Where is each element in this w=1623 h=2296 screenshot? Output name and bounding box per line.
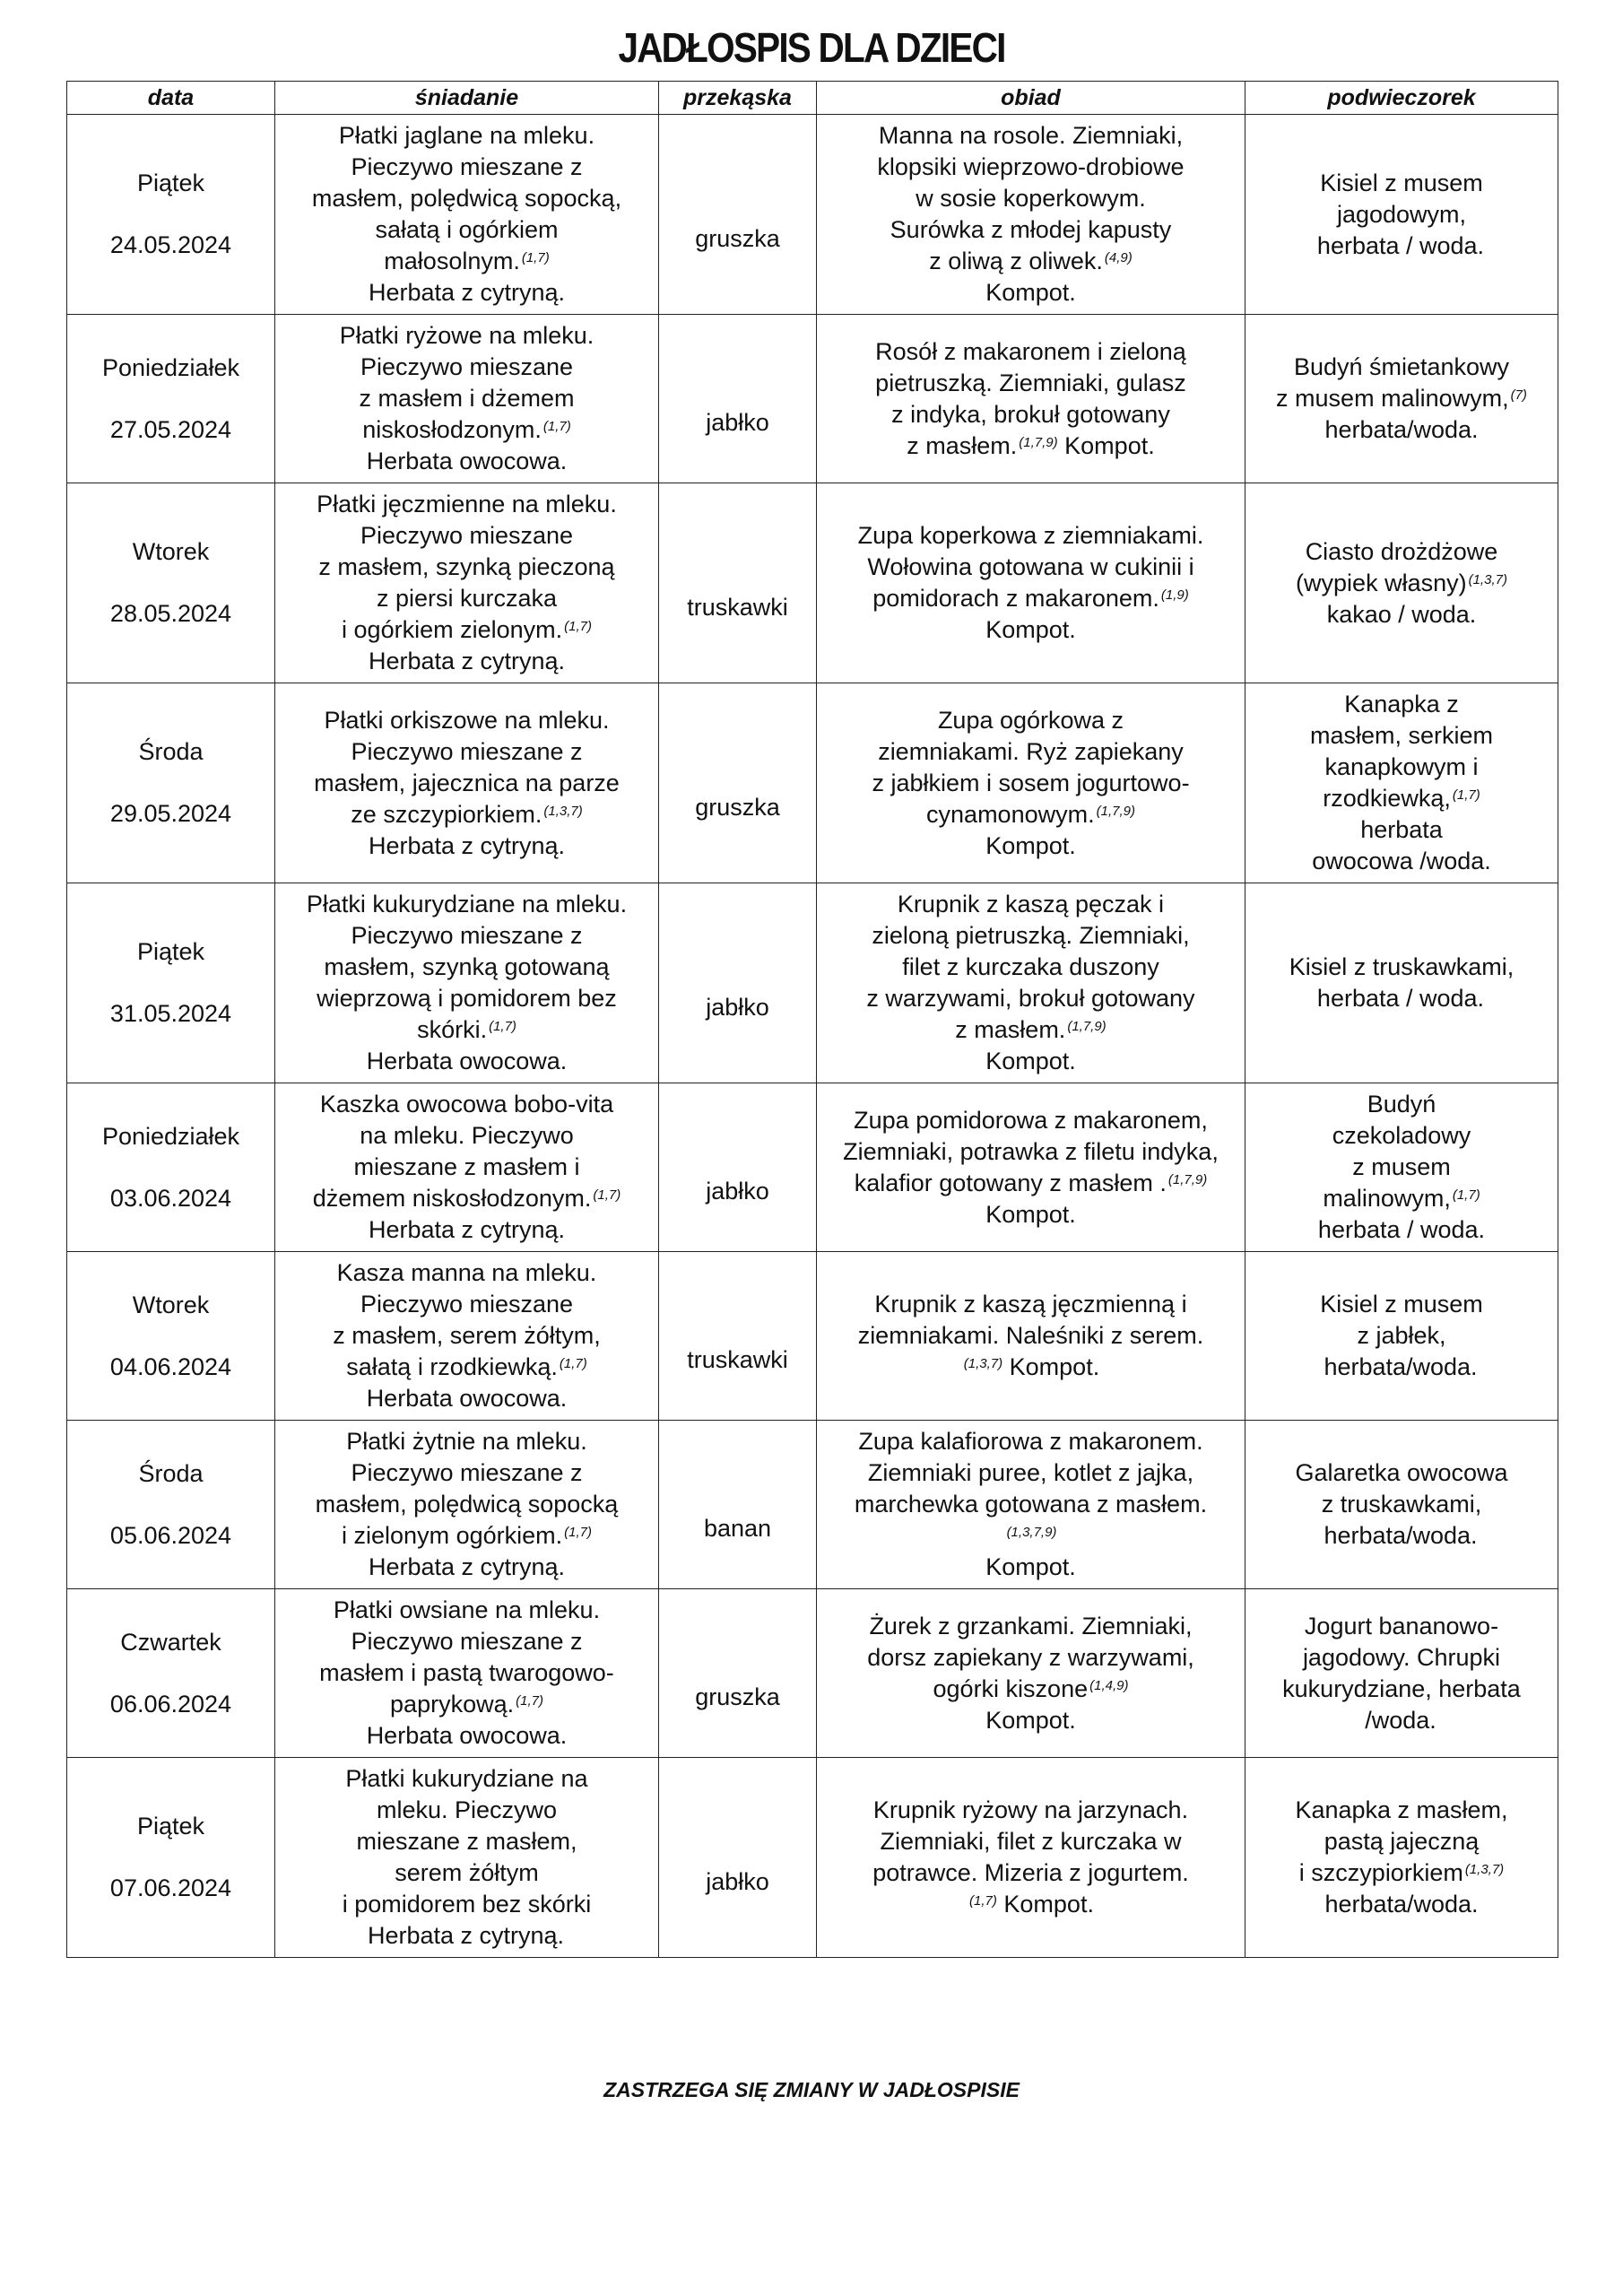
lunch-cell: [817, 683, 1245, 883]
menu-row: [67, 483, 1558, 683]
menu-table: [66, 81, 1558, 1958]
breakfast-cell-text: [284, 120, 649, 309]
allergen-marker: (1,9): [1160, 587, 1189, 603]
lunch-cell: [817, 1083, 1245, 1252]
afternoon-cell-text: [1254, 352, 1549, 446]
allergen-marker: (4,9): [1104, 250, 1133, 265]
allergen-marker: (1,7): [564, 1525, 592, 1540]
snack-cell: [659, 1589, 817, 1758]
lunch-cell-text: [826, 1289, 1236, 1383]
lunch-cell: [817, 483, 1245, 683]
lunch-cell: [817, 1421, 1245, 1589]
afternoon-cell-main: Kisiel z musem z jabłek, herbata/woda.: [1320, 1291, 1483, 1380]
allergen-marker: (1,7,9): [1167, 1171, 1208, 1187]
allergen-marker: (1,7,9): [1019, 434, 1058, 450]
breakfast-cell: [275, 1421, 659, 1589]
afternoon-cell-main: Budyń czekoladowy z musem malinowym,: [1323, 1091, 1471, 1212]
breakfast-cell-tail: Herbata z cytryną.: [368, 279, 566, 306]
allergen-marker: (1,3,7): [1464, 1862, 1505, 1877]
afternoon-cell-tail: herbata owocowa /woda.: [1312, 816, 1491, 874]
afternoon-cell-text: [1254, 1089, 1549, 1246]
breakfast-cell-tail: Herbata z cytryną.: [368, 1553, 566, 1580]
lunch-cell-text: [826, 705, 1236, 862]
snack-cell: [659, 1252, 817, 1421]
lunch-cell-tail: Kompot.: [1057, 431, 1155, 459]
afternoon-cell-main: Budyń śmietankowy z musem malinowym,: [1276, 353, 1510, 412]
lunch-cell: [817, 115, 1245, 315]
allergen-marker: (1,7,9): [1096, 803, 1135, 819]
breakfast-cell: [275, 1758, 659, 1958]
menu-row: [67, 1758, 1558, 1958]
afternoon-cell-main: Galaretka owocowa z truskawkami, herbata/woda.: [1295, 1459, 1508, 1549]
lunch-cell-text: [826, 1426, 1236, 1583]
afternoon-cell-text: [1254, 1795, 1549, 1920]
allergen-marker: (1,7,9): [1067, 1019, 1107, 1034]
breakfast-cell-text: [284, 1595, 649, 1752]
header-afternoon-snack: podwieczorek: [1245, 82, 1558, 115]
lunch-cell-main: Rosół z makaronem i zieloną pietruszką. Ziemniaki, gulasz z indyka, brokuł gotowany z masłem.: [875, 337, 1186, 459]
weekday: Wtorek: [132, 1291, 210, 1318]
date-value: 29.05.2024: [109, 800, 232, 827]
allergen-marker: (7): [1510, 387, 1527, 403]
allergen-marker: (1,3,7): [1468, 571, 1507, 587]
afternoon-cell-main: Kisiel z truskawkami, herbata / woda.: [1289, 953, 1515, 1012]
allergen-marker: (1,7): [516, 1693, 543, 1709]
afternoon-cell-tail: kakao / woda.: [1326, 600, 1477, 628]
lunch-cell-tail: Kompot.: [985, 1200, 1076, 1228]
lunch-cell-text: [826, 336, 1236, 462]
date-value: 03.06.2024: [109, 1184, 232, 1212]
afternoon-cell-tail: herbata/woda.: [1324, 416, 1479, 443]
lunch-cell-main: Krupnik ryżowy na jarzynach. Ziemniaki, filet z kurczaka w potrawce. Mizeria z jogurtem.: [872, 1796, 1189, 1886]
afternoon-cell-text: [1254, 689, 1549, 877]
breakfast-cell-main: Płatki ryżowe na mleku. Pieczywo mieszane z masłem i dżemem niskosłodzonym.: [339, 322, 595, 443]
lunch-cell-main: Zupa koperkowa z ziemniakami. Wołowina gotowana w cukinii i pomidorach z makaronem.: [857, 522, 1204, 612]
snack-cell: [659, 883, 817, 1083]
afternoon-cell-text: [1254, 1611, 1549, 1736]
afternoon-cell-main: Kanapka z masłem, serkiem kanapkowym i rzodkiewką,: [1309, 691, 1494, 812]
weekday: Środa: [138, 1459, 204, 1487]
header-lunch: obiad: [817, 82, 1245, 115]
date-value: 24.05.2024: [109, 231, 232, 258]
breakfast-cell: [275, 315, 659, 483]
lunch-cell: [817, 883, 1245, 1083]
weekday: Piątek: [136, 938, 205, 965]
menu-row: [67, 1252, 1558, 1421]
weekday: Wtorek: [132, 538, 210, 565]
lunch-cell: [817, 1252, 1245, 1421]
date-cell: [67, 883, 275, 1083]
allergen-marker: (1,7): [521, 250, 550, 265]
lunch-cell-text: [826, 889, 1236, 1077]
lunch-cell-main: Zupa kalafiorowa z makaronem. Ziemniaki puree, kotlet z jajka, marchewka gotowana z masłem.: [854, 1428, 1208, 1518]
snack-text: jabłko: [706, 993, 769, 1021]
snack-cell: [659, 1083, 817, 1252]
breakfast-cell-main: Płatki kukurydziane na mleku. Pieczywo mieszane z masłem, serem żółtym i pomidorem bez skórki Herbata z cytryną.: [342, 1765, 592, 1949]
weekday: Czwartek: [120, 1628, 221, 1656]
afternoon-cell-main: Ciasto drożdżowe (wypiek własny): [1296, 537, 1498, 596]
lunch-cell-tail: Kompot.: [985, 1706, 1076, 1734]
lunch-cell-text: [826, 520, 1236, 646]
snack-text: gruszka: [695, 793, 780, 821]
allergen-marker: (1,7): [969, 1893, 997, 1909]
allergen-marker: (1,7): [559, 1356, 587, 1371]
lunch-cell-text: [826, 1611, 1236, 1736]
breakfast-cell-text: [284, 320, 649, 477]
breakfast-cell-main: Płatki jaglane na mleku. Pieczywo mieszane z masłem, polędwicą sopocką, sałatą i ogórkiem małosolnym.: [311, 122, 622, 274]
afternoon-cell-main: Kanapka z masłem, pastą jajeczną i szczypiorkiem: [1295, 1796, 1508, 1886]
breakfast-cell-tail: Herbata owocowa.: [366, 1722, 568, 1749]
afternoon-cell-text: [1254, 952, 1549, 1014]
breakfast-cell-text: [284, 489, 649, 677]
afternoon-cell: [1245, 1083, 1558, 1252]
date-value: 07.06.2024: [109, 1874, 232, 1901]
snack-text: jabłko: [706, 1178, 769, 1205]
lunch-cell-main: Manna na rosole. Ziemniaki, klopsiki wieprzowo-drobiowe w sosie koperkowym. Surówka z młodej kapusty z oliwą z oliwek.: [877, 122, 1185, 274]
afternoon-cell: [1245, 115, 1558, 315]
lunch-cell-text: [826, 120, 1236, 309]
lunch-cell-main: Krupnik z kaszą jęczmienną i ziemniakami. Naleśniki z serem.: [857, 1291, 1204, 1349]
allergen-marker: (1,7): [1452, 787, 1480, 803]
lunch-cell-tail: Kompot.: [1002, 1353, 1100, 1380]
breakfast-cell-text: [284, 705, 649, 862]
snack-cell: [659, 683, 817, 883]
snack-text: gruszka: [695, 1683, 780, 1710]
afternoon-cell-text: [1254, 1457, 1549, 1552]
snack-text: truskawki: [687, 593, 788, 621]
afternoon-cell: [1245, 883, 1558, 1083]
afternoon-cell-tail: herbata / woda.: [1317, 1216, 1486, 1243]
breakfast-cell: [275, 483, 659, 683]
afternoon-cell: [1245, 1252, 1558, 1421]
lunch-cell-tail: Kompot.: [996, 1891, 1094, 1918]
allergen-marker: (1,7): [593, 1187, 621, 1203]
date-value: 04.06.2024: [109, 1352, 232, 1380]
breakfast-cell-main: Płatki kukurydziane na mleku. Pieczywo mieszane z masłem, szynką gotowaną wieprzową i pomidorem bez skórki.: [306, 891, 628, 1043]
allergen-marker: (1,3,7): [543, 803, 583, 819]
breakfast-cell-tail: Herbata z cytryną.: [368, 831, 566, 859]
breakfast-cell: [275, 1083, 659, 1252]
menu-row: [67, 115, 1558, 315]
date-cell: [67, 1589, 275, 1758]
menu-row: [67, 315, 1558, 483]
date-value: 31.05.2024: [109, 1000, 232, 1027]
weekday: Środa: [138, 738, 204, 765]
afternoon-cell-text: [1254, 536, 1549, 631]
breakfast-cell-main: Kasza manna na mleku. Pieczywo mieszane z masłem, serem żółtym, sałatą i rzodkiewką.: [333, 1259, 601, 1380]
date-cell: [67, 115, 275, 315]
breakfast-cell-main: Płatki owsiane na mleku. Pieczywo mieszane z masłem i pastą twarogowo- paprykową.: [319, 1596, 614, 1718]
breakfast-cell-text: [284, 1089, 649, 1246]
weekday: Piątek: [136, 1813, 205, 1839]
breakfast-cell-text: [284, 889, 649, 1077]
date-cell: [67, 315, 275, 483]
afternoon-cell: [1245, 483, 1558, 683]
lunch-cell-tail: Kompot.: [985, 616, 1076, 643]
lunch-cell-main: Żurek z grzankami. Ziemniaki, dorsz zapiekany z warzywami, ogórki kiszone: [867, 1612, 1194, 1702]
lunch-cell-text: [826, 1105, 1236, 1231]
breakfast-cell: [275, 115, 659, 315]
breakfast-cell-main: Płatki żytnie na mleku. Pieczywo mieszane z masłem, polędwicą sopocką i zielonym ogórkiem.: [315, 1428, 619, 1549]
breakfast-cell-main: Płatki orkiszowe na mleku. Pieczywo mieszane z masłem, jajecznica na parze ze szczypiorkiem.: [314, 706, 620, 828]
menu-row: [67, 1083, 1558, 1252]
snack-cell: [659, 115, 817, 315]
snack-cell: [659, 1758, 817, 1958]
date-value: 28.05.2024: [109, 600, 232, 627]
breakfast-cell-main: Kaszka owocowa bobo-vita na mleku. Pieczywo mieszane z masłem i dżemem niskosłodzonym.: [312, 1091, 614, 1212]
afternoon-cell: [1245, 1758, 1558, 1958]
snack-text: truskawki: [687, 1346, 788, 1373]
afternoon-cell: [1245, 1589, 1558, 1758]
allergen-marker: (1,7): [489, 1019, 516, 1034]
afternoon-cell-main: Kisiel z musem jagodowym, herbata / woda.: [1316, 169, 1485, 259]
afternoon-cell: [1245, 1421, 1558, 1589]
menu-body: [67, 115, 1558, 1958]
lunch-cell: [817, 1758, 1245, 1958]
weekday: Poniedziałek: [101, 1122, 240, 1150]
lunch-cell-main: Zupa pomidorowa z makaronem, Ziemniaki, potrawka z filetu indyka, kalafior gotowany z masłem .: [843, 1106, 1219, 1196]
header-breakfast: śniadanie: [275, 82, 659, 115]
snack-cell: [659, 483, 817, 683]
menu-row: [67, 883, 1558, 1083]
lunch-cell-tail: Kompot.: [985, 1553, 1076, 1580]
afternoon-cell-main: Jogurt bananowo- jagodowy. Chrupki kukurydziane, herbata /woda.: [1282, 1612, 1521, 1734]
breakfast-cell-text: [284, 1763, 649, 1952]
allergen-marker: (1,4,9): [1089, 1677, 1129, 1693]
snack-text: banan: [703, 1515, 772, 1542]
breakfast-cell-text: [284, 1426, 649, 1583]
weekday: Piątek: [136, 170, 205, 196]
breakfast-cell: [275, 1252, 659, 1421]
date-cell: [67, 1083, 275, 1252]
snack-cell: [659, 315, 817, 483]
breakfast-cell-tail: Herbata z cytryną.: [368, 648, 566, 674]
table-header-row: [67, 82, 1558, 115]
breakfast-cell-main: Płatki jęczmienne na mleku. Pieczywo mieszane z masłem, szynką pieczoną z piersi kurczaka i ogórkiem zielonym.: [317, 491, 617, 643]
breakfast-cell-tail: Herbata z cytryną.: [368, 1216, 566, 1243]
lunch-cell: [817, 1589, 1245, 1758]
lunch-cell: [817, 315, 1245, 483]
date-cell: [67, 1758, 275, 1958]
lunch-cell-main: Krupnik z kaszą pęczak i zieloną pietruszką. Ziemniaki, filet z kurczaka duszony z warzywami, brokuł gotowany z masłem.: [866, 891, 1195, 1043]
allergen-marker: (1,7): [542, 419, 571, 434]
allergen-marker: (1,7): [1452, 1187, 1480, 1203]
breakfast-cell-text: [284, 1257, 649, 1414]
breakfast-cell: [275, 883, 659, 1083]
afternoon-cell-tail: herbata/woda.: [1324, 1891, 1479, 1918]
lunch-cell-text: [826, 1795, 1236, 1920]
date-cell: [67, 1421, 275, 1589]
menu-row: [67, 683, 1558, 883]
allergen-marker: (1,3,7): [963, 1356, 1003, 1371]
allergen-marker: (1,7): [564, 619, 592, 634]
header-snack: przekąska: [659, 82, 817, 115]
page-title: JADŁOSPIS DLA DZIECI: [618, 24, 1005, 71]
date-value: 27.05.2024: [109, 415, 232, 443]
afternoon-cell: [1245, 683, 1558, 883]
breakfast-cell: [275, 1589, 659, 1758]
date-cell: [67, 1252, 275, 1421]
footer-note: ZASTRZEGA SIĘ ZMIANY W JADŁOSPISIE: [603, 2078, 1020, 2101]
breakfast-cell-tail: Herbata owocowa.: [366, 1385, 568, 1412]
lunch-cell-tail: Kompot.: [985, 831, 1076, 859]
snack-text: jabłko: [706, 409, 769, 436]
date-cell: [67, 483, 275, 683]
menu-row: [67, 1421, 1558, 1589]
lunch-cell-tail: Kompot.: [985, 279, 1076, 306]
snack-cell: [659, 1421, 817, 1589]
afternoon-cell: [1245, 315, 1558, 483]
menu-row: [67, 1589, 1558, 1758]
lunch-cell-main: Zupa ogórkowa z ziemniakami. Ryż zapiekany z jabłkiem i sosem jogurtowo- cynamonowym.: [872, 706, 1190, 828]
date-value: 05.06.2024: [109, 1521, 232, 1549]
date-cell: [67, 683, 275, 883]
weekday: Poniedziałek: [101, 353, 240, 381]
snack-text: gruszka: [695, 224, 780, 252]
snack-text: jabłko: [706, 1867, 769, 1895]
header-date: data: [67, 82, 275, 115]
allergen-marker: (1,3,7,9): [1006, 1525, 1057, 1540]
breakfast-cell: [275, 683, 659, 883]
afternoon-cell-text: [1254, 168, 1549, 262]
breakfast-cell-tail: Herbata owocowa.: [366, 1048, 568, 1074]
afternoon-cell-text: [1254, 1289, 1549, 1383]
lunch-cell-tail: Kompot.: [985, 1048, 1076, 1074]
date-value: 06.06.2024: [109, 1690, 232, 1718]
breakfast-cell-tail: Herbata owocowa.: [366, 448, 568, 474]
